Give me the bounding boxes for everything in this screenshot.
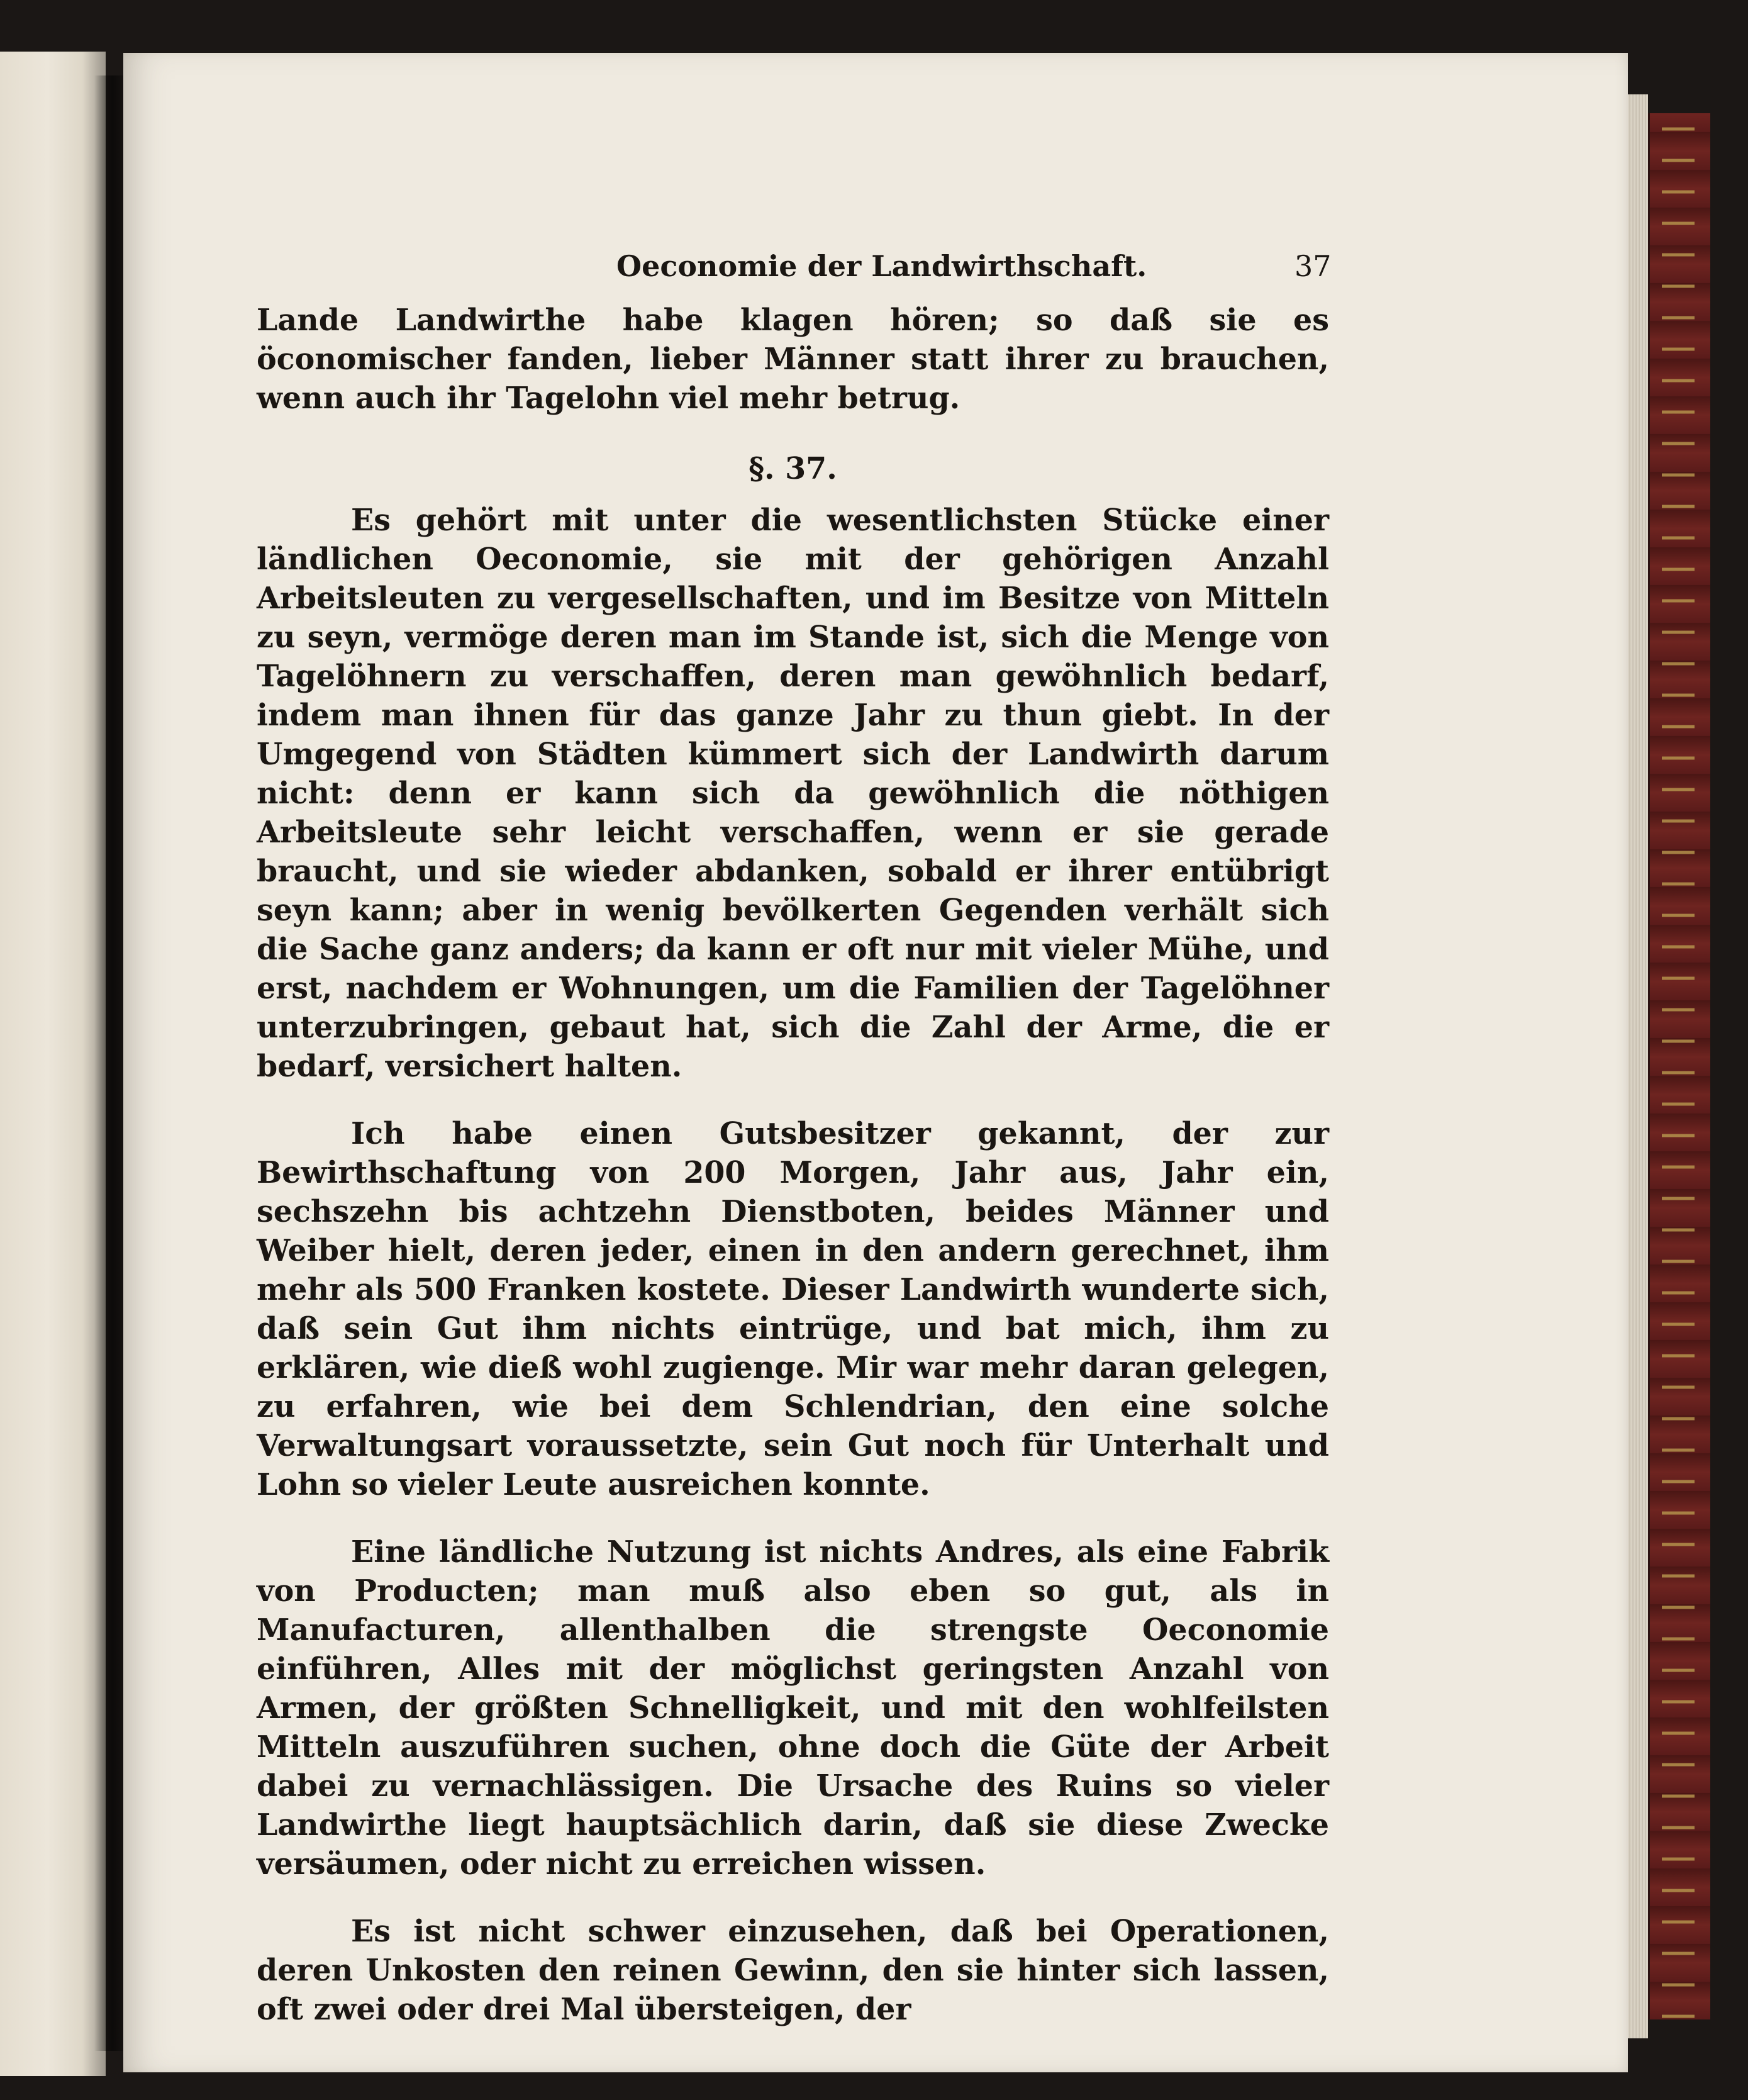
page-number: 37 [1294, 249, 1332, 283]
paragraph-4: Es ist nicht schwer einzusehen, daß bei Operationen, deren Unkosten den reinen Gewinn, den sie hinter sich lassen, oft zwei oder drei Mal übersteigen, der [257, 1914, 1329, 2027]
book-gutter [94, 75, 125, 2051]
paragraph-1: Es gehört mit unter die wesentlichsten Stücke einer ländlichen Oeconomie, sie mit der gehörigen Anzahl Arbeitsleuten zu vergesellschaften, und im Besitze von Mitteln zu seyn, vermöge deren man im Stande ist, sich die Menge von Tagelöhnern zu verschaffen, deren man gewöhnlich bedarf, indem man ihnen für das ganze Jahr zu thun giebt. In der Umgegend von Städten kümmert sich der Landwirth darum nicht: denn er kann sich da gewöhnlich die nöthigen Arbeitsleute sehr leicht verschaffen, wenn er sie gerade braucht, und sie wieder abdanken, sobald er ihrer entübrigt seyn kann; aber in wenig bevölkerten Gegenden verhält sich die Sache ganz anders; da kann er oft nur mit vieler Mühe, und erst, nachdem er Wohnungen, um die Familien der Tagelöhner unterzubringen, gebaut hat, sich die Zahl der Arme, die er bedarf, versichert halten. [257, 503, 1329, 1084]
gilt-ornament [1662, 113, 1695, 2019]
paragraph-continued: Lande Landwirthe habe klagen hören; so daß sie es öconomischer fanden, lieber Männer statt ihrer zu brauchen, wenn auch ihr Tagelohn viel mehr betrug. [257, 303, 1329, 416]
page-stack-edges [1628, 94, 1648, 2038]
running-title: Oeconomie der Landwirthschaft. [616, 249, 1147, 283]
body-text [257, 301, 1329, 2057]
paragraph-3: Eine ländliche Nutzung ist nichts Andres, als eine Fabrik von Producten; man muß also eben so gut, als in Manufacturen, allenthalben die strengste Oeconomie einführen, Alles mit der möglichst geringsten Anzahl von Armen, der größten Schnelligkeit, und mit den wohlfeilsten Mitteln auszuführen suchen, ohne doch die Güte der Arbeit dabei zu vernachlässigen. Die Ursache des Ruins so vieler Landwirthe liegt hauptsächlich darin, daß sie diese Zwecke versäumen, oder nicht zu erreichen wissen. [257, 1534, 1329, 1882]
left-page-edge [0, 52, 106, 2076]
section-heading-text: §. 37. [749, 451, 837, 486]
section-heading [257, 449, 1329, 488]
running-head [264, 249, 1333, 287]
paragraph-2: Ich habe einen Gutsbesitzer gekannt, der zur Bewirthschaftung von 200 Morgen, Jahr aus, Jahr ein, sechszehn bis achtzehn Dienstboten, beides Männer und Weiber hielt, deren jeder, einen in den andern gerechnet, ihm mehr als 500 Franken kostete. Dieser Landwirth wunderte sich, daß sein Gut ihm nichts eintrüge, und bat mich, ihm zu erklären, wie dieß wohl zugienge. Mir war mehr daran gelegen, zu erfahren, wie bei dem Schlendrian, den eine solche Verwaltungsart voraussetzte, sein Gut noch für Unterhalt und Lohn so vieler Leute ausreichen konnte. [257, 1116, 1329, 1502]
